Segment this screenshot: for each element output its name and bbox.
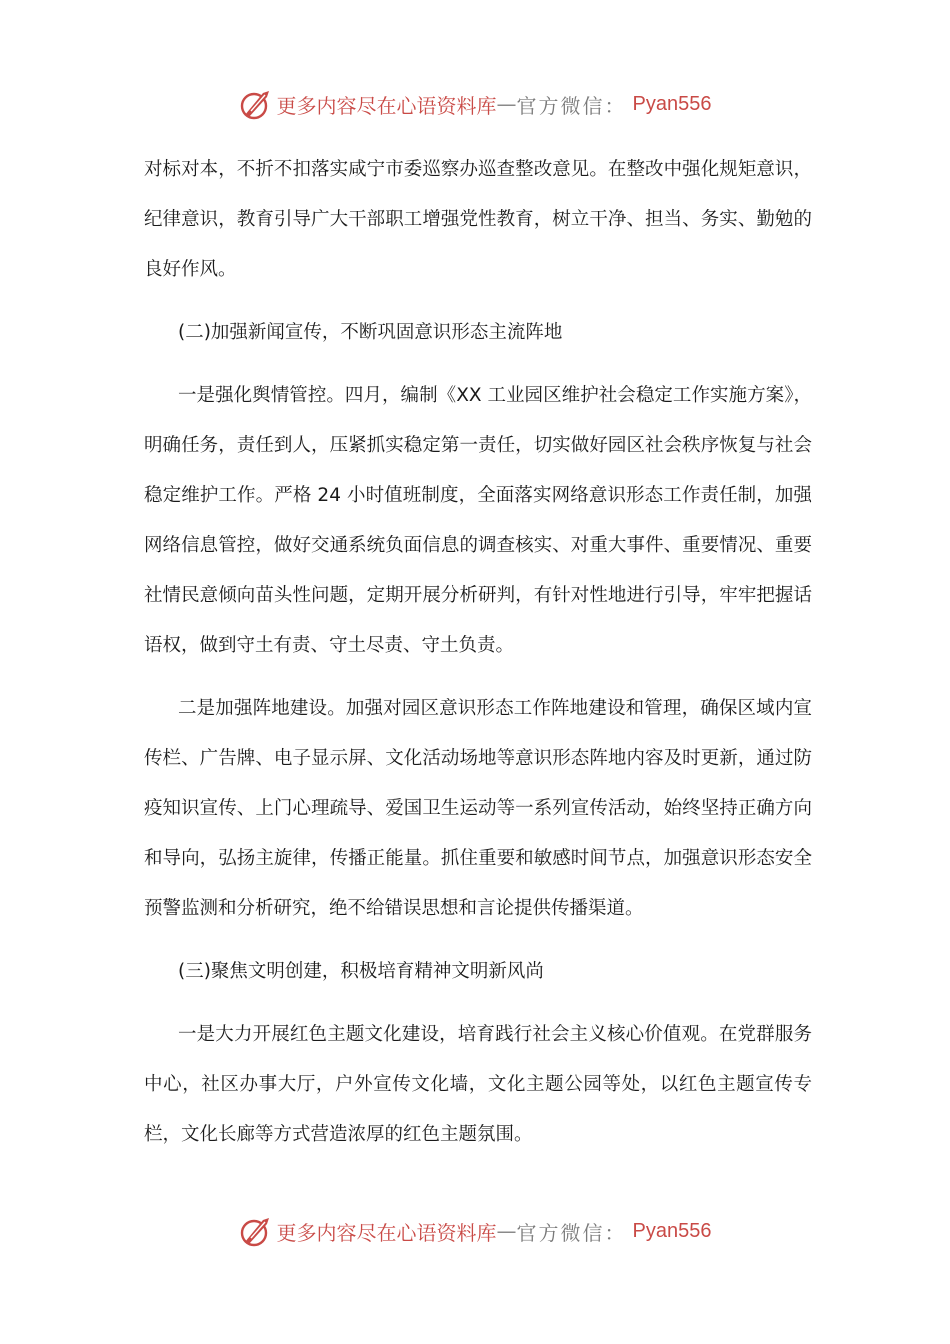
header-banner [0, 82, 950, 126]
section-heading-3: (三)聚焦文明创建，积极培育精神文明新风尚 [178, 961, 544, 982]
site-name: 更多内容尽在心语资料库 [276, 93, 497, 118]
site-name: 更多内容尽在心语资料库 [276, 1220, 497, 1245]
wechat-label: 官方微信： [516, 93, 627, 118]
paragraph-red-culture: 一是大力开展红色主题文化建设，培育践行社会主义核心价值观。在党群服务中心，社区办事大厅，户外宣传文化墙，文化主题公园等处，以红色主题宣传专栏，文化长廊等方式营造浓厚的红色主题氛围。 [144, 1024, 812, 1145]
document-body [144, 145, 812, 1160]
banner-dash: — [496, 1219, 517, 1243]
quill-pen-logo-icon [239, 87, 273, 121]
wechat-id: Pyan556 [632, 1219, 712, 1242]
footer-banner [0, 1209, 950, 1253]
wechat-id: Pyan556 [632, 92, 712, 115]
quill-pen-logo-icon [239, 1214, 273, 1248]
paragraph-continuation: 对标对本，不折不扣落实咸宁市委巡察办巡查整改意见。在整改中强化规矩意识，纪律意识，教育引导广大干部职工增强党性教育，树立干净、担当、务实、勤勉的良好作风。 [144, 159, 812, 280]
paragraph-public-opinion: 一是强化舆情管控。四月，编制《XX 工业园区维护社会稳定工作实施方案》，明确任务，责任到人，压紧抓实稳定第一责任，切实做好园区社会秩序恢复与社会稳定维护工作。严格 24 小时值班制度，全面落实网络意识形态工作责任制，加强网络信息管控，做好交通系统负面信息的调查核实、对重大事件、重要情况、重要社情民意倾向苗头性问题，定期开展分析研判，有针对性地进行引导，牢牢把握话语权，做到守土有责、守土尽责、守土负责。 [144, 385, 812, 656]
banner-dash: — [496, 92, 517, 116]
section-heading-2: (二)加强新闻宣传，不断巩固意识形态主流阵地 [178, 322, 563, 343]
paragraph-position-building: 二是加强阵地建设。加强对园区意识形态工作阵地建设和管理，确保区域内宣传栏、广告牌、电子显示屏、文化活动场地等意识形态阵地内容及时更新，通过防疫知识宣传、上门心理疏导、爱国卫生运动等一系列宣传活动，始终坚持正确方向和导向，弘扬主旋律，传播正能量。抓住重要和敏感时间节点，加强意识形态安全预警监测和分析研究，绝不给错误思想和言论提供传播渠道。 [144, 698, 812, 919]
wechat-label: 官方微信： [516, 1220, 627, 1245]
